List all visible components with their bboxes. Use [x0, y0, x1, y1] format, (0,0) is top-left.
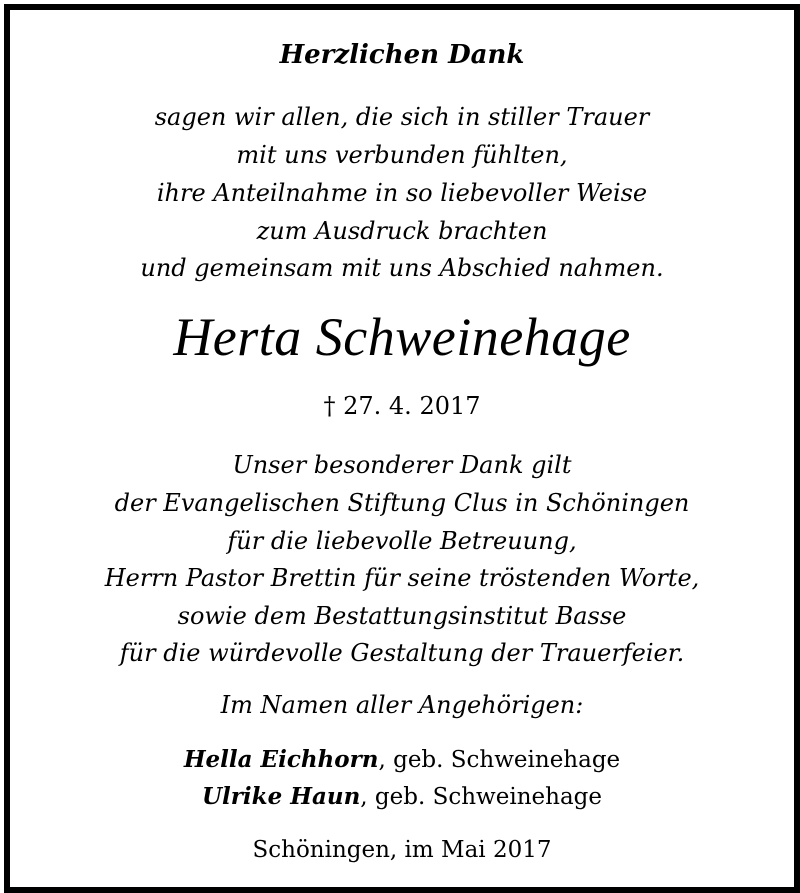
- special-thanks-line: Unser besonderer Dank gilt: [232, 451, 572, 479]
- special-thanks-line: sowie dem Bestattungsinstitut Basse: [177, 602, 627, 630]
- obituary-notice: [4, 4, 800, 893]
- special-thanks-line: der Evangelischen Stiftung Clus in Schöningen: [114, 489, 690, 517]
- special-thanks-line: für die liebevolle Betreuung,: [227, 527, 577, 555]
- thanks-line: sagen wir allen, die sich in stiller Trauer: [154, 103, 650, 131]
- notice-heading: Herzlichen Dank: [279, 40, 525, 70]
- signer-maiden-name: , geb. Schweinehage: [360, 784, 602, 810]
- signer-line: [10, 748, 794, 772]
- on-behalf-text: Im Namen aller Angehörigen:: [220, 691, 584, 719]
- signer-line: [10, 785, 794, 809]
- signer-name: Ulrike Haun: [201, 783, 361, 810]
- thanks-line: zum Ausdruck brachten: [256, 217, 548, 245]
- signer-maiden-name: , geb. Schweinehage: [378, 747, 621, 773]
- special-thanks-line: Herrn Pastor Brettin für seine tröstenden Worte,: [104, 564, 700, 592]
- thanks-line: und gemeinsam mit uns Abschied nahmen.: [140, 254, 664, 282]
- signer-name: Hella Eichhorn: [183, 746, 379, 773]
- death-date: † 27. 4. 2017: [323, 392, 481, 420]
- thanks-line: mit uns verbunden fühlten,: [236, 141, 568, 169]
- special-thanks-line: für die würdevolle Gestaltung der Trauerfeier.: [119, 639, 685, 667]
- notice-content: [10, 10, 794, 887]
- thanks-line: ihre Anteilnahme in so liebevoller Weise: [156, 179, 648, 207]
- deceased-name: Herta Schweinehage: [173, 307, 631, 367]
- place-date: Schöningen, im Mai 2017: [252, 837, 552, 863]
